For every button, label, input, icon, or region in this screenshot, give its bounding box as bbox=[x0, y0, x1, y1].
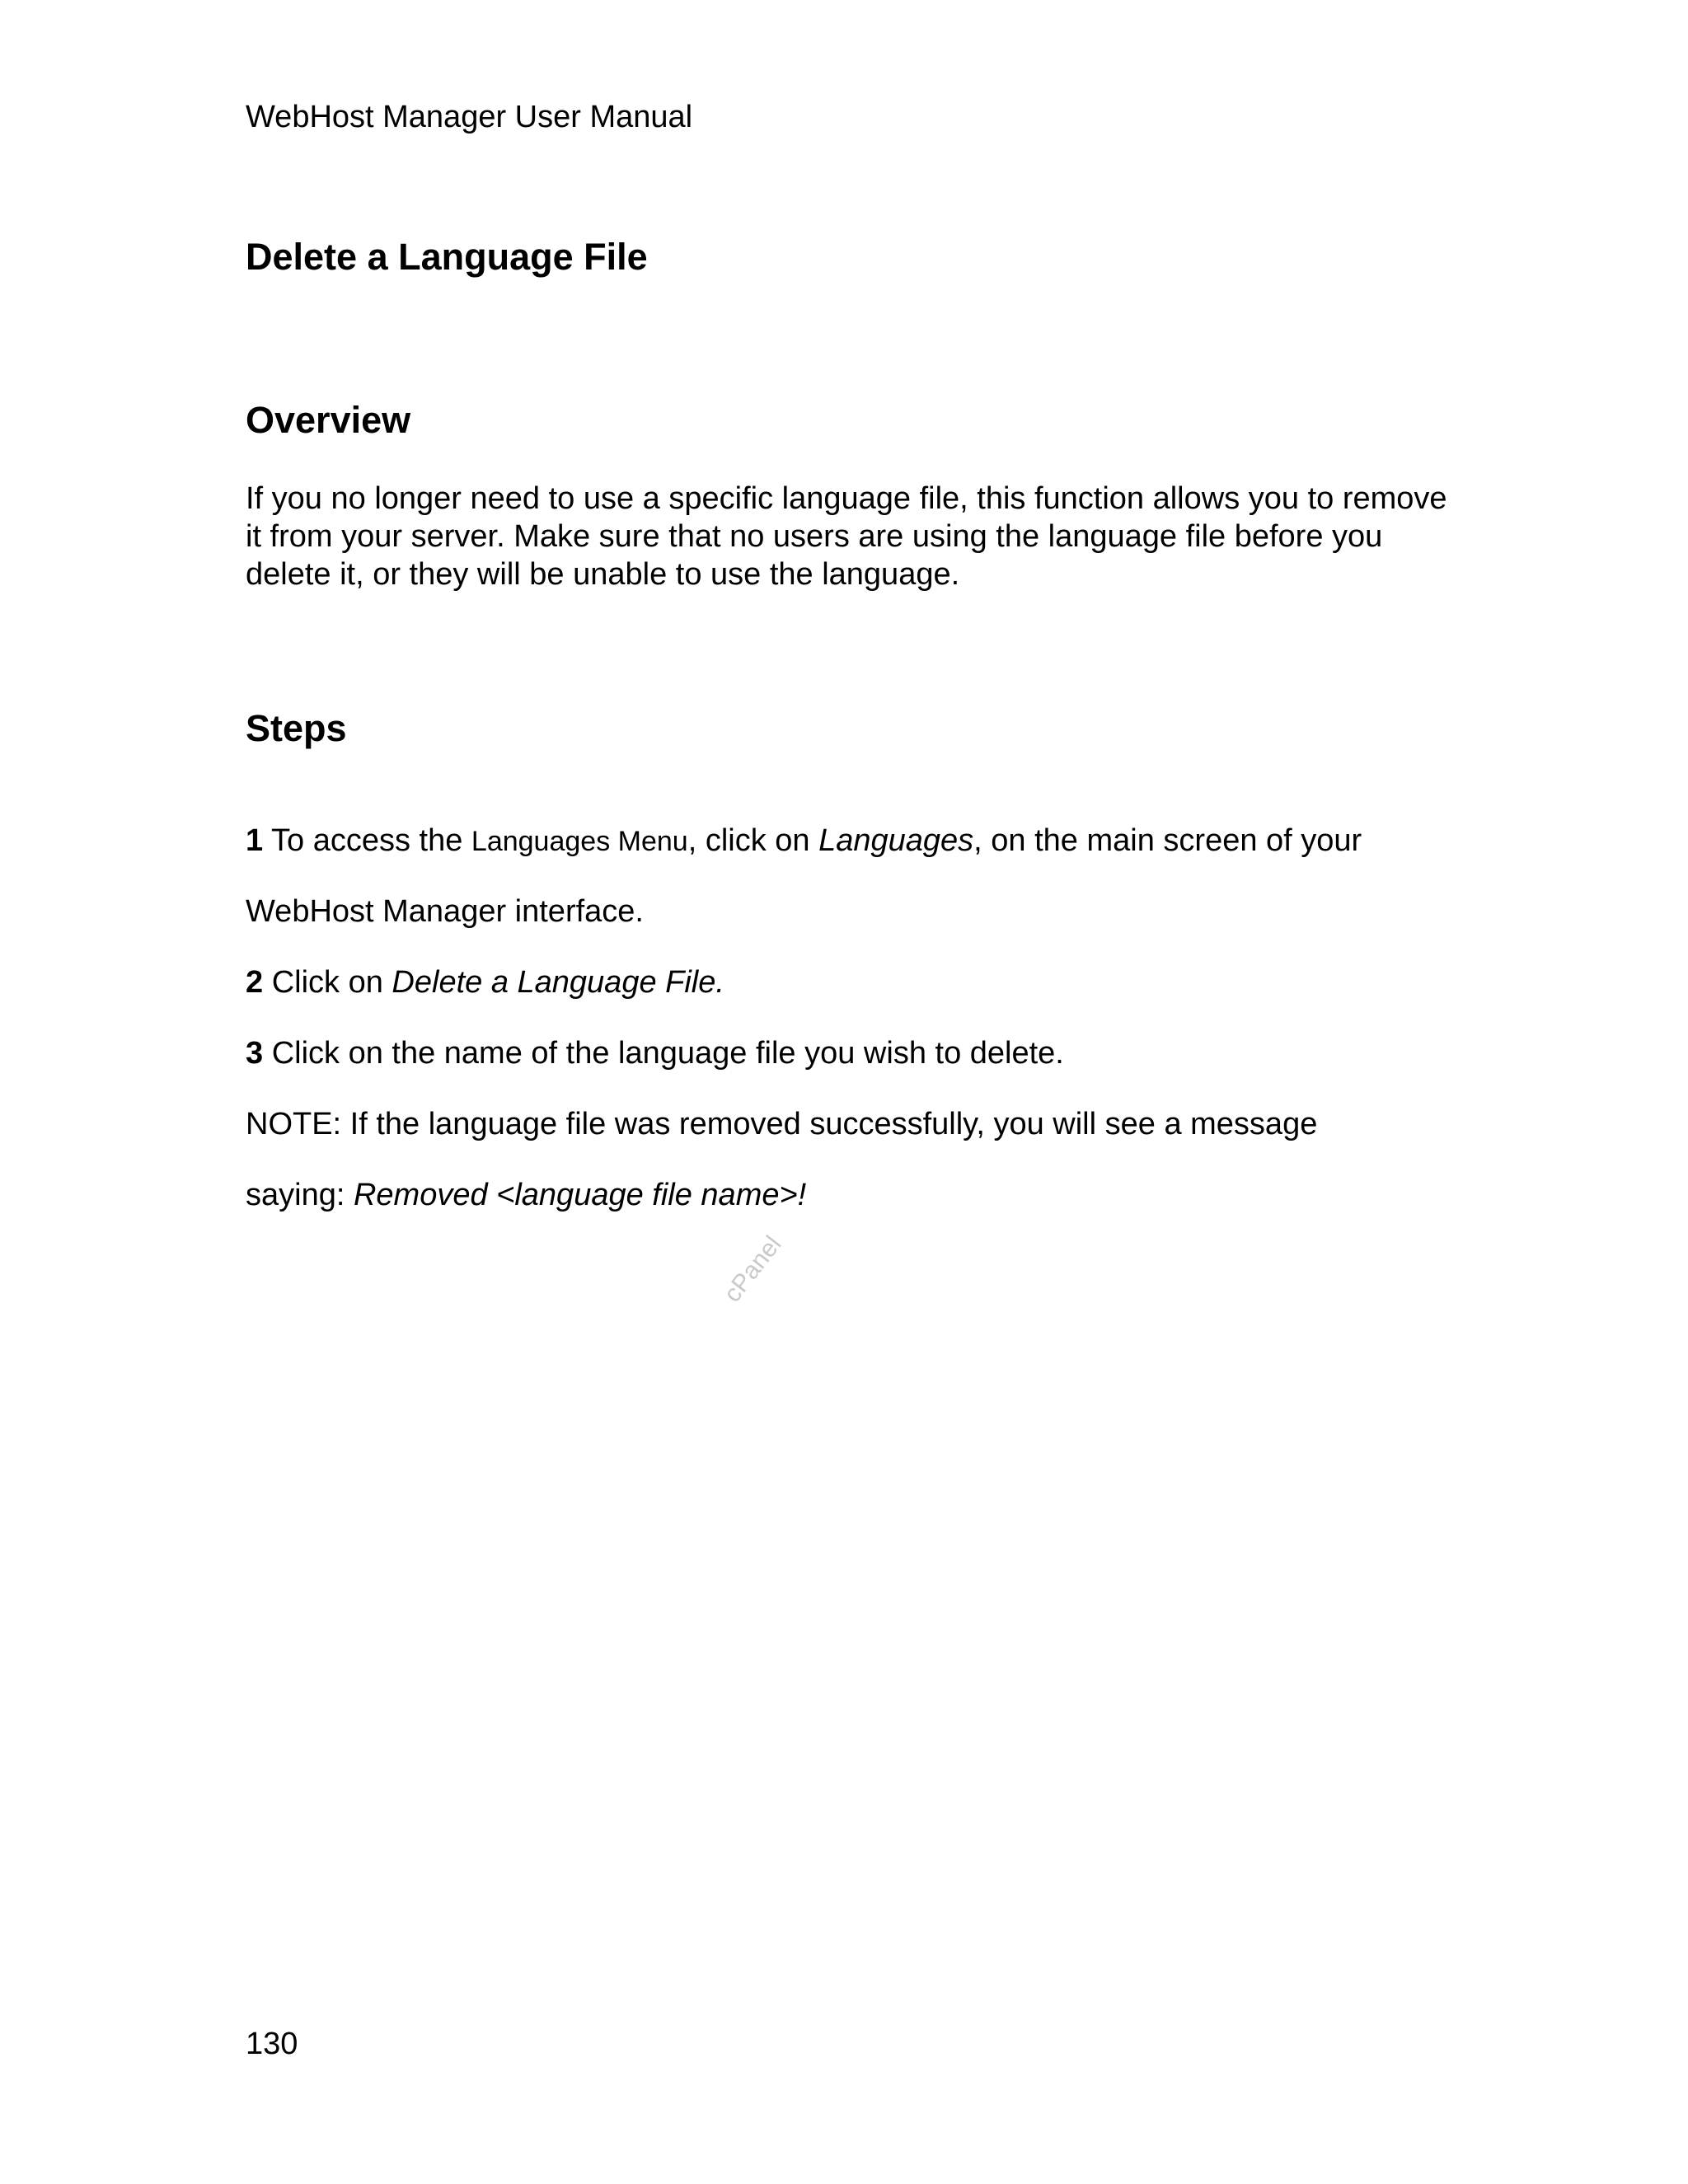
cpanel-watermark: cPanel bbox=[719, 1230, 787, 1308]
step-3-number: 3 bbox=[246, 1036, 264, 1071]
overview-heading: Overview bbox=[246, 399, 411, 441]
step-1-text-a: To access the bbox=[263, 823, 471, 858]
step-1 bbox=[246, 821, 1362, 861]
note-line-1: NOTE: If the language file was removed successfully, you will see a message bbox=[246, 1107, 1318, 1141]
step-1-number: 1 bbox=[246, 823, 264, 858]
step-3 bbox=[246, 1033, 1064, 1073]
step-2-number: 2 bbox=[246, 965, 264, 1000]
step-2-text-a: Click on bbox=[263, 965, 392, 1000]
step-1-text-c: , on the main screen of your bbox=[973, 823, 1362, 858]
step-3-text: Click on the name of the language file you wish to delete. bbox=[263, 1036, 1064, 1071]
languages-link-reference: Languages bbox=[818, 823, 974, 858]
overview-paragraph: If you no longer need to use a specific language file, this function allows you to remove it from your server. Make sure that no users are using the language file before you delete it, or they will be unable to use the language. bbox=[246, 481, 1447, 592]
steps-heading: Steps bbox=[246, 707, 347, 749]
removed-message: Removed <language file name>! bbox=[353, 1178, 807, 1212]
running-header: WebHost Manager User Manual bbox=[246, 100, 693, 134]
step-2 bbox=[246, 963, 724, 1002]
note-text: saying: bbox=[246, 1178, 354, 1212]
languages-menu-label: Languages Menu bbox=[471, 826, 688, 857]
page-number: 130 bbox=[246, 2027, 298, 2061]
page-title: Delete a Language File bbox=[246, 236, 648, 278]
step-1-text-b: , click on bbox=[687, 823, 819, 858]
step-1-continuation: WebHost Manager interface. bbox=[246, 894, 644, 929]
delete-language-file-reference: Delete a Language File. bbox=[392, 965, 724, 1000]
note-line-2 bbox=[246, 1175, 806, 1215]
